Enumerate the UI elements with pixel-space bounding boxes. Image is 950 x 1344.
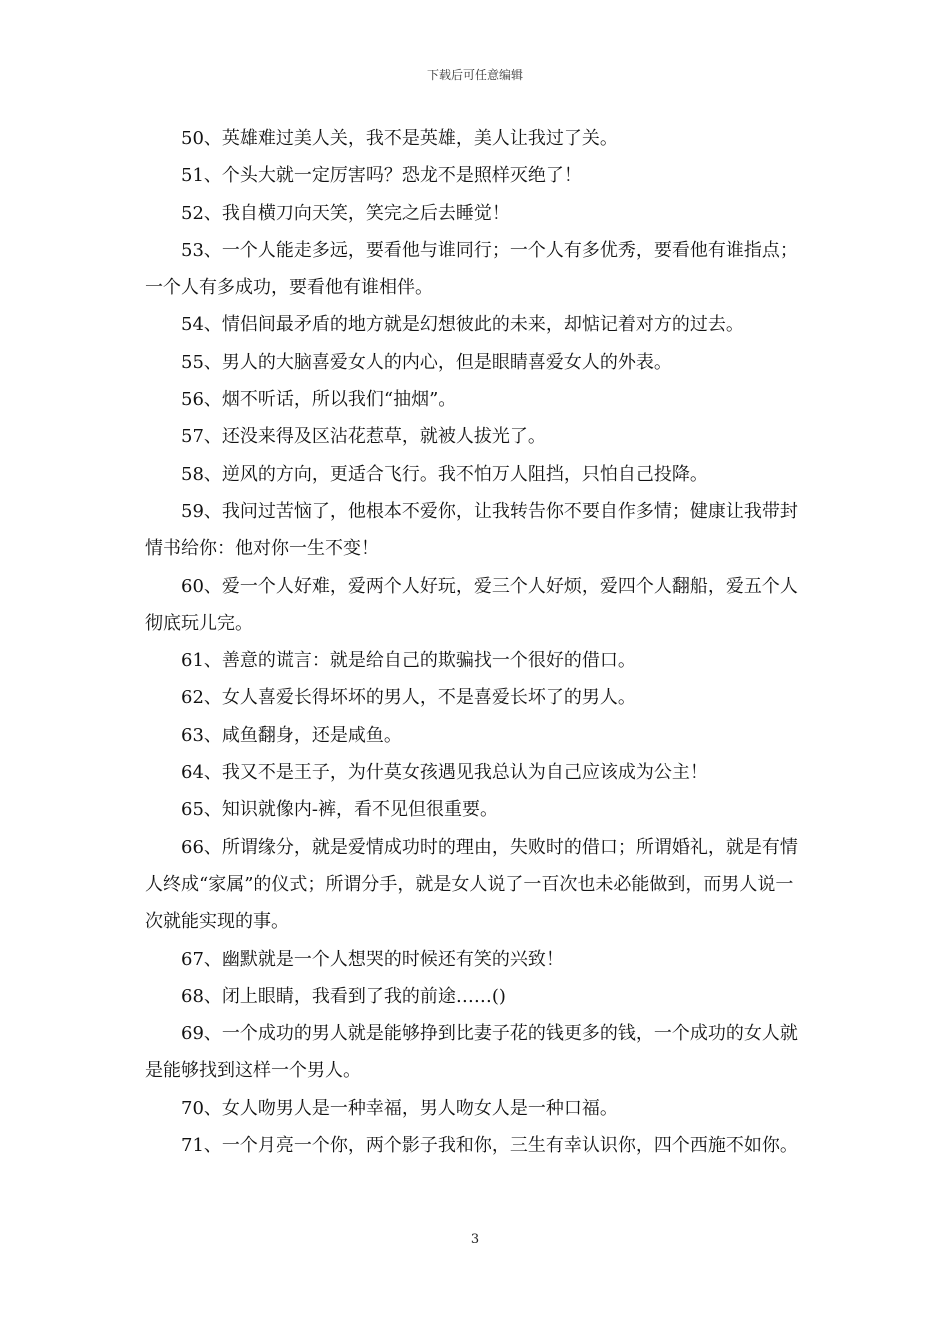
paragraph: 59、我问过苦恼了，他根本不爱你，让我转告你不要自作多情；健康让我带封情书给你：他对你一生不变！ [145,500,798,560]
page-number: 3 [470,1232,480,1247]
paragraph: 71、一个月亮一个你，两个影子我和你，三生有幸认识你，四个西施不如你。 [181,1135,798,1157]
paragraph: 51、个头大就一定厉害吗？恐龙不是照样灭绝了！ [181,165,582,187]
paragraph: 63、咸鱼翻身，还是咸鱼。 [181,724,402,746]
paragraph: 64、我又不是王子，为什莫女孩遇见我总认为自己应该成为公主！ [181,762,708,784]
document-body [145,120,810,1164]
paragraph: 67、幽默就是一个人想哭的时候还有笑的兴致！ [181,948,564,970]
paragraph: 56、烟不听话，所以我们“抽烟”。 [181,389,457,411]
paragraph: 65、知识就像内-裤，看不见但很重要。 [181,799,498,821]
paragraph: 62、女人喜爱长得坏坏的男人，不是喜爱长坏了的男人。 [181,687,636,709]
paragraph: 68、闭上眼睛，我看到了我的前途……() [181,985,506,1007]
paragraph: 50、英雄难过美人关，我不是英雄，美人让我过了关。 [181,128,618,149]
paragraph: 70、女人吻男人是一种幸福，男人吻女人是一种口福。 [181,1097,618,1119]
paragraph: 54、情侣间最矛盾的地方就是幻想彼此的未来，却惦记着对方的过去。 [181,314,744,336]
paragraph: 69、一个成功的男人就是能够挣到比妻子花的钱更多的钱，一个成功的女人就是能够找到这样一个男人。 [145,1023,798,1082]
paragraph: 57、还没来得及区沾花惹草，就被人拔光了。 [181,426,546,448]
paragraph: 52、我自横刀向天笑，笑完之后去睡觉！ [181,202,510,224]
paragraph: 58、逆风的方向，更适合飞行。我不怕万人阻挡，只怕自己投降。 [181,463,708,485]
page-header: 下载后可任意编辑 [426,68,523,82]
paragraph: 60、爱一个人好难，爱两个人好玩，爱三个人好烦，爱四个人翻船，爱五个人彻底玩儿完。 [145,575,798,634]
paragraph: 66、所谓缘分，就是爱情成功时的理由，失败时的借口；所谓婚礼，就是有情人终成“家属”的仪式；所谓分手，就是女人说了一百次也未必能做到，而男人说一次就能实现的事。 [145,836,798,933]
paragraph: 61、善意的谎言：就是给自己的欺骗找一个很好的借口。 [181,650,636,672]
paragraph: 55、男人的大脑喜爱女人的内心，但是眼睛喜爱女人的外表。 [181,351,672,373]
paragraph: 53、一个人能走多远，要看他与谁同行；一个人有多优秀，要看他有谁指点；一个人有多成功，要看他有谁相伴。 [145,239,798,299]
